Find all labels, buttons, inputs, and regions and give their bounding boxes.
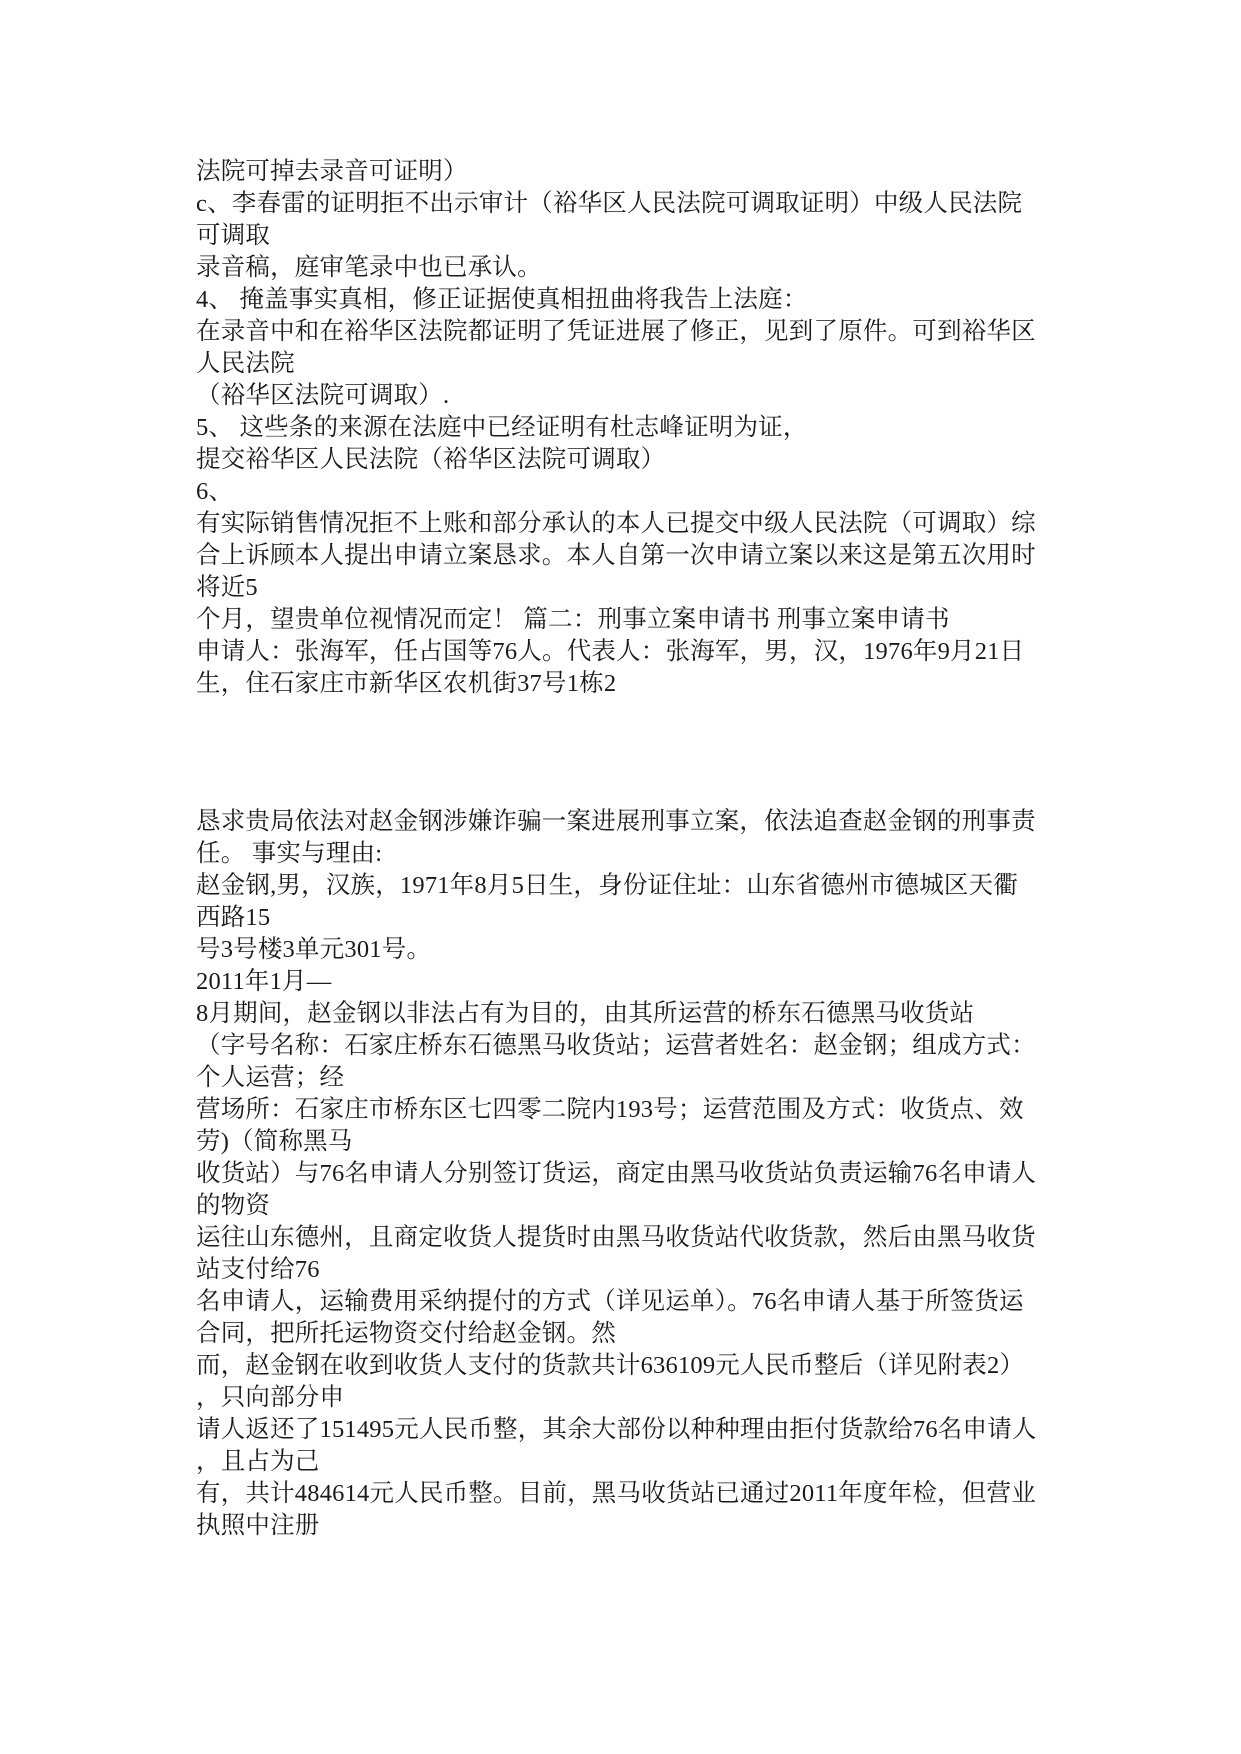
text-line: 号3号楼3单元301号。: [196, 936, 432, 963]
text-line: 任。 事实与理由:: [196, 840, 383, 867]
text-line: 劳)（简称黑马: [196, 1128, 353, 1155]
text-line: 申请人：张海军，任占国等76人。代表人：张海军，男，汉，1976年9月21日: [196, 638, 1025, 665]
document-section-1: [196, 156, 1076, 700]
text-line: 8月期间，赵金钢以非法占有为目的，由其所运营的桥东石德黑马收货站: [196, 1000, 975, 1027]
text-line: 人民法院: [196, 350, 295, 377]
text-line: 请人返还了151495元人民币整，其余大部份以种种理由拒付货款给76名申请人: [196, 1416, 1037, 1443]
text-line: 执照中注册: [196, 1512, 320, 1539]
text-line: ，只向部分申: [196, 1384, 345, 1411]
text-line: 可调取: [196, 222, 271, 249]
text-line: c、李春雷的证明拒不出示审计（裕华区人民法院可调取证明）中级人民法院: [196, 190, 1023, 217]
text-line: 法院可掉去录音可证明）: [196, 158, 468, 185]
text-line: 个月，望贵单位视情况而定！ 篇二：刑事立案申请书 刑事立案申请书: [196, 606, 950, 633]
text-line: 在录音中和在裕华区法院都证明了凭证进展了修正，见到了原件。可到裕华区: [196, 318, 1036, 345]
text-line: 2011年1月—: [196, 968, 332, 995]
text-line: 名申请人，运输费用采纳提付的方式（详见运单）。76名申请人基于所签货运: [196, 1288, 1024, 1315]
text-line: 西路15: [196, 904, 271, 931]
text-line: 录音稿，庭审笔录中也已承认。: [196, 254, 542, 281]
text-line: 营场所：石家庄市桥东区七四零二院内193号；运营范围及方式：收货点、效: [196, 1096, 1024, 1123]
text-line: 将近5: [196, 574, 258, 601]
document-section-2: [196, 806, 1076, 1542]
text-line: 有，共计484614元人民币整。目前，黑马收货站已通过2011年度年检，但营业: [196, 1480, 1036, 1507]
text-line: 生，住石家庄市新华区农机街37号1栋2: [196, 670, 617, 697]
text-line: 4、 掩盖事实真相，修正证据使真相扭曲将我告上法庭：: [196, 286, 808, 313]
text-line: 赵金钢,男，汉族，1971年8月5日生，身份证住址：山东省德州市德城区天衢: [196, 872, 1019, 899]
text-line: 合上诉顾本人提出申请立案恳求。本人自第一次申请立案以来这是第五次用时: [196, 542, 1036, 569]
text-line: 合同，把所托运物资交付给赵金钢。然: [196, 1320, 616, 1347]
text-line: 收货站）与76名申请人分别签订货运，商定由黑马收货站负责运输76名申请人: [196, 1160, 1037, 1187]
text-line: 运往山东德州，且商定收货人提货时由黑马收货站代收货款，然后由黑马收货: [196, 1224, 1036, 1251]
text-line: 的物资: [196, 1192, 271, 1219]
text-line: ，且占为己: [196, 1448, 320, 1475]
text-line: 6、: [196, 478, 234, 505]
text-line: 5、 这些条的来源在法庭中已经证明有杜志峰证明为证，: [196, 414, 808, 441]
text-line: （字号名称：石家庄桥东石德黑马收货站；运营者姓名：赵金钢；组成方式：: [196, 1032, 1036, 1059]
text-line: 恳求贵局依法对赵金钢涉嫌诈骗一案进展刑事立案，依法追查赵金钢的刑事责: [196, 808, 1036, 835]
text-line: 提交裕华区人民法院（裕华区法院可调取）: [196, 446, 666, 473]
text-line: 有实际销售情况拒不上账和部分承认的本人已提交中级人民法院（可调取）综: [196, 510, 1036, 537]
text-line: 站支付给76: [196, 1256, 320, 1283]
text-line: 个人运营；经: [196, 1064, 345, 1091]
text-line: 而，赵金钢在收到收货人支付的货款共计636109元人民币整后（详见附表2）: [196, 1352, 1025, 1379]
text-line: （裕华区法院可调取）.: [196, 382, 450, 409]
